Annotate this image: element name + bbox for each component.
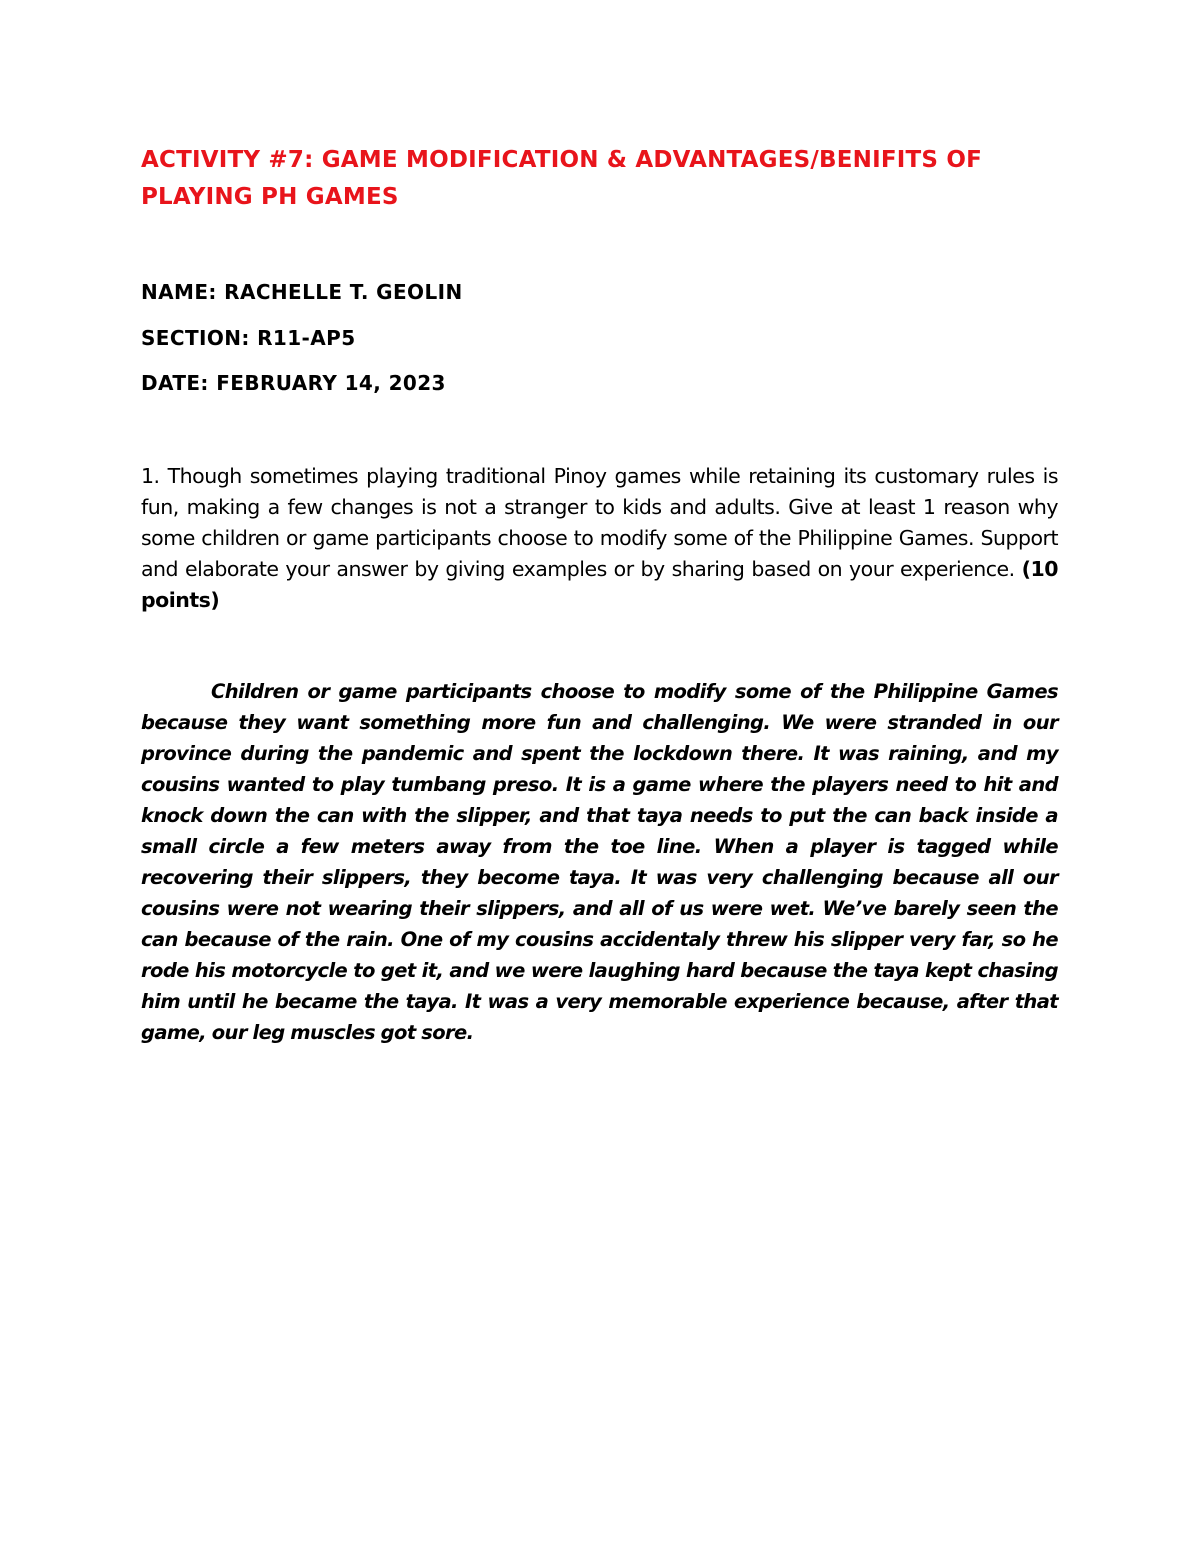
- submission-date: DATE: FEBRUARY 14, 2023: [141, 371, 446, 395]
- activity-title: ACTIVITY #7: GAME MODIFICATION & ADVANTAGES/BENIFITS OF PLAYING PH GAMES: [141, 147, 983, 210]
- answer-paragraph: Children or game participants choose to modify some of the Philippine Games because they want something more fun and challenging. We were stranded in our province during the pandemic and spent the lockdown there. It was raining, and my cousins wanted to play tumbang preso. It is a game where the players need to hit and knock down the can with the slipper, and that taya needs to put the can back inside a small circle a few meters away from the toe line. When a player is tagged while recovering their slippers, they become taya. It was very challenging because all our cousins were not wearing their slippers, and all of us were wet. We’ve barely seen the can because of the rain. One of my cousins accidentaly threw his slipper very far, so he rode his motorcycle to get it, and we were laughing hard because the taya kept chasing him until he became the taya. It was a very memorable experience because, after that game, our leg muscles got sore.: [141, 680, 1058, 1044]
- question-text: 1. Though sometimes playing traditional Pinoy games while retaining its customary rules is fun, making a few changes is not a stranger to kids and adults. Give at least 1 reason why some children or game participants choose to modify some of the Philippine Games. Support and elaborate your answer by giving examples or by sharing based on your experience.: [141, 464, 1058, 581]
- student-section: SECTION: R11-AP5: [141, 326, 356, 350]
- student-name: NAME: RACHELLE T. GEOLIN: [141, 280, 463, 304]
- question-paragraph: [141, 461, 1058, 616]
- question-points: (10 points): [141, 557, 1058, 612]
